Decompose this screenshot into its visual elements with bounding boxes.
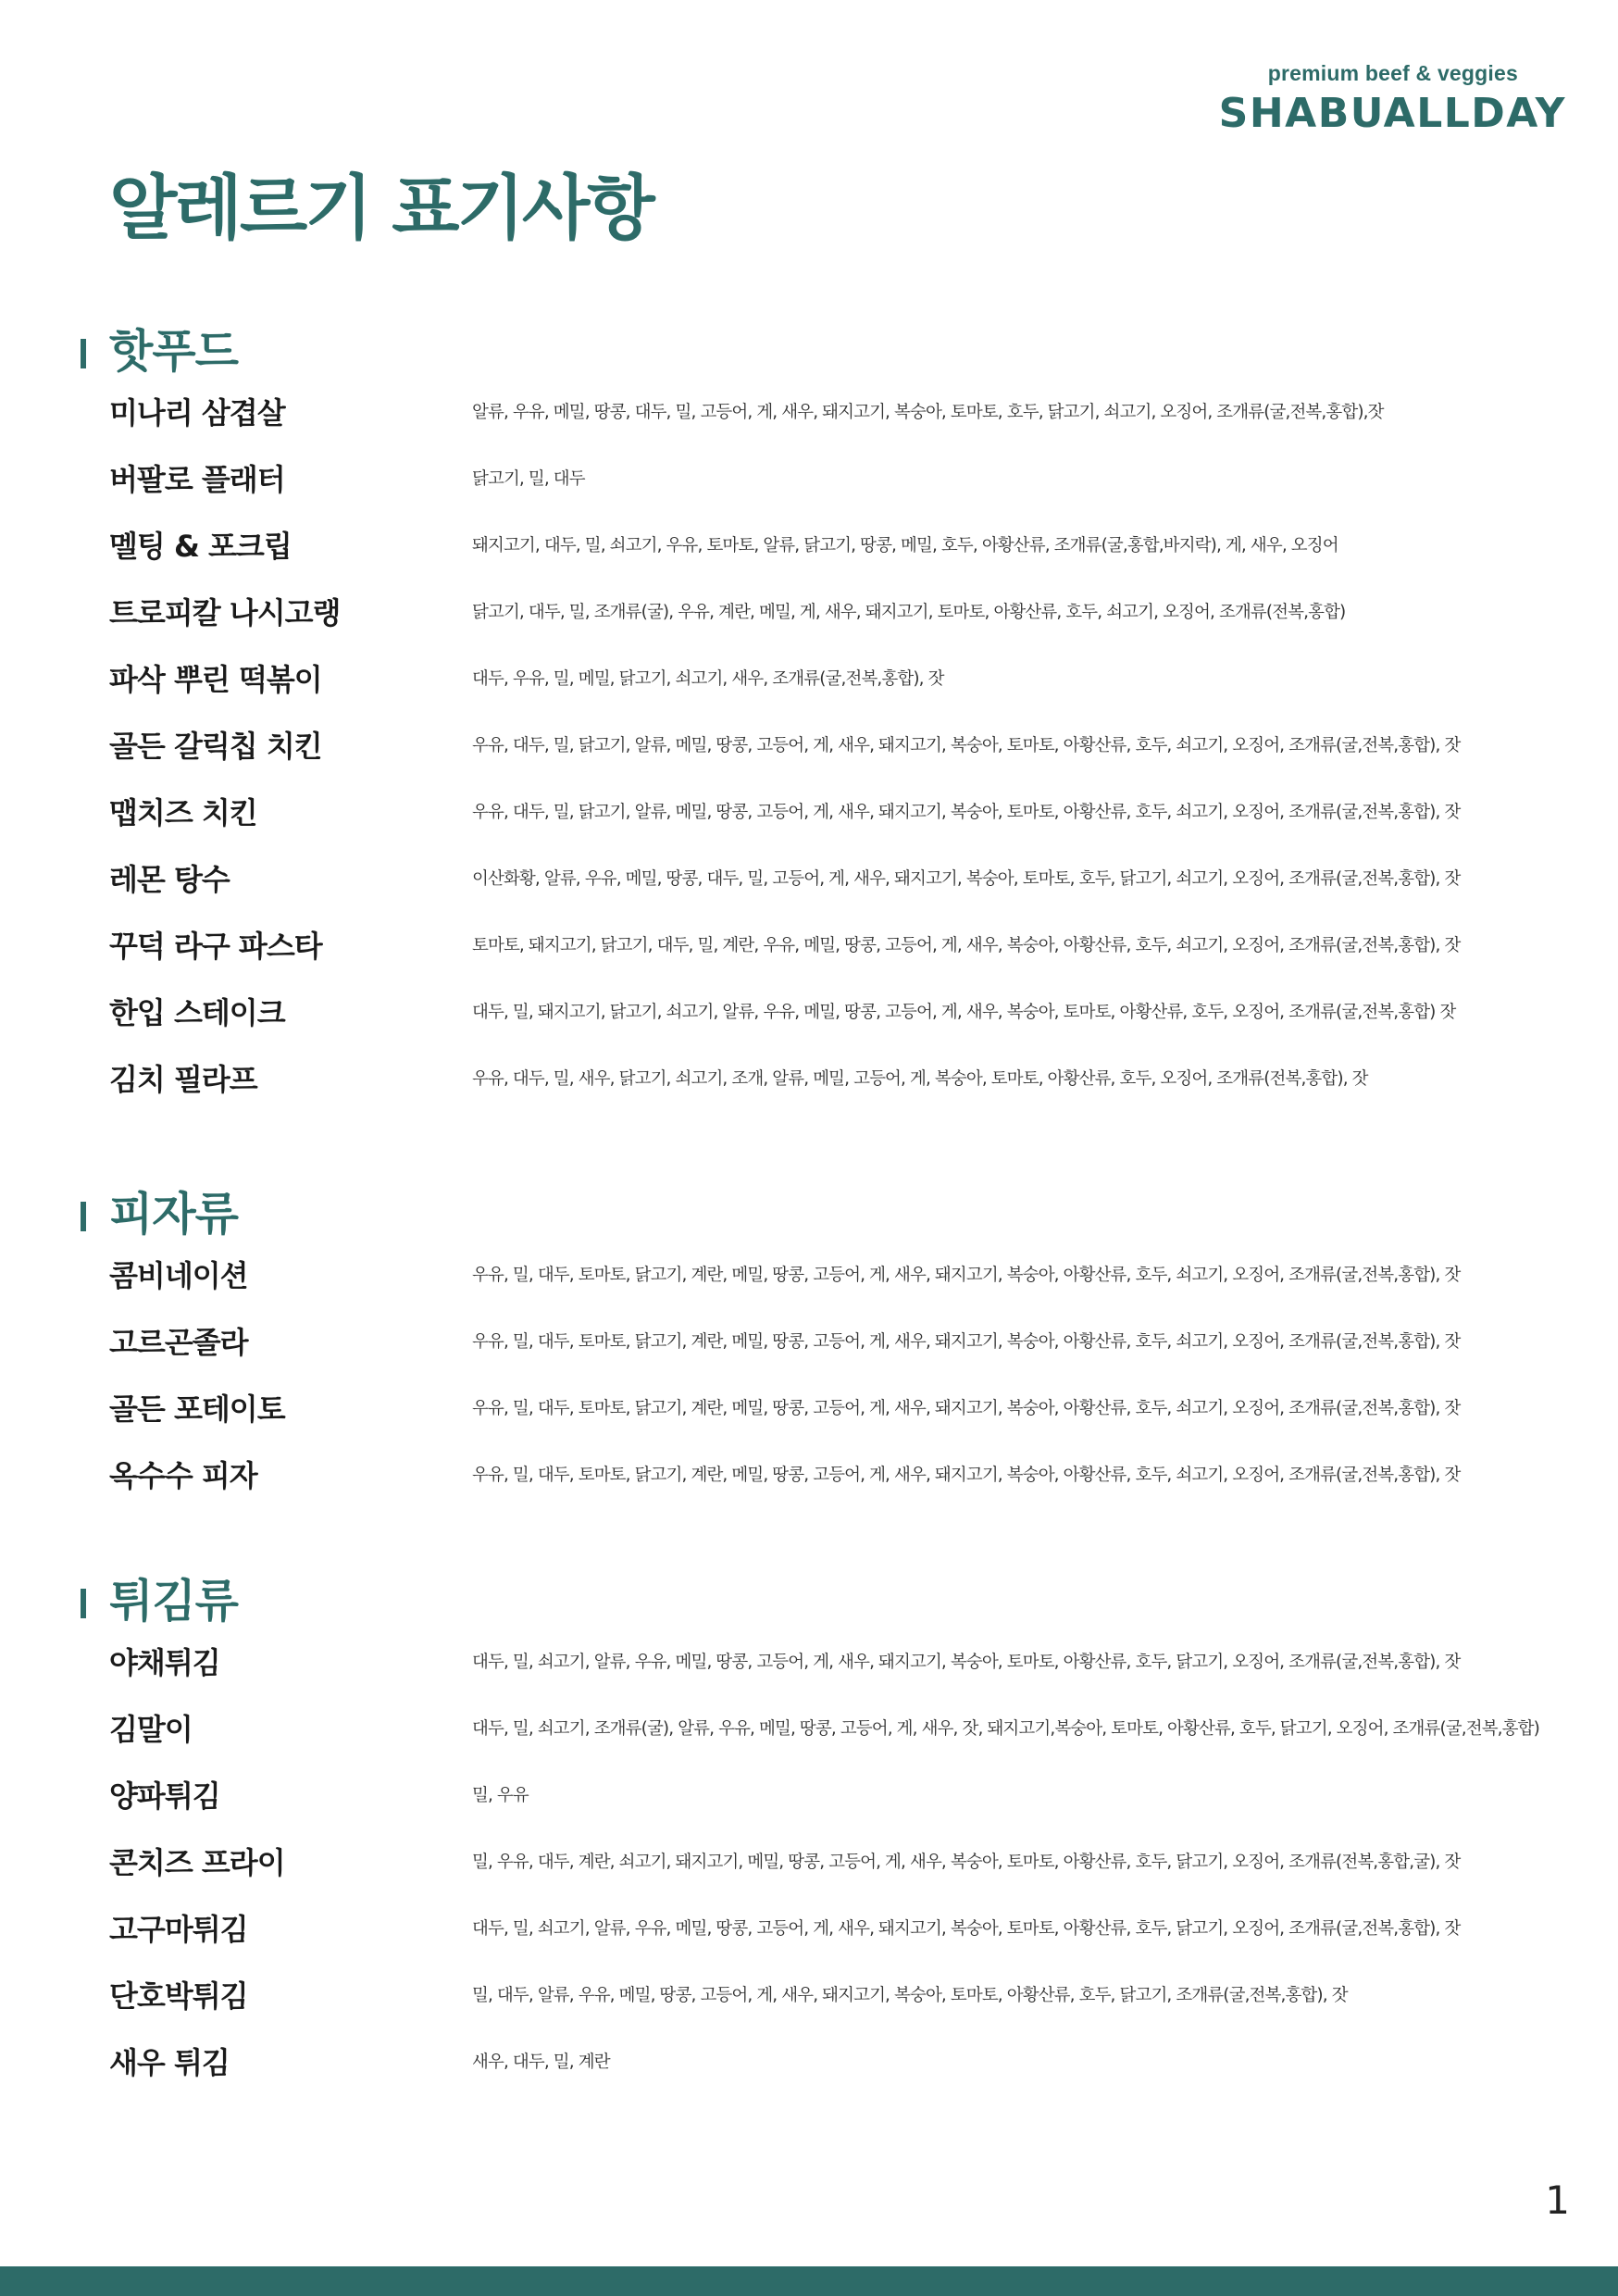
menu-item-name: 김말이: [109, 1712, 193, 1747]
menu-item-row: [0, 1761, 1618, 1828]
menu-item-allergens: 우유, 밀, 대두, 토마토, 닭고기, 계란, 메밀, 땅콩, 고등어, 게, 새우, 돼지고기, 복숭아, 아황산류, 호두, 쇠고기, 오징어, 조개류(굴,전복,홍합), 잣: [472, 1332, 1461, 1352]
section-title: 튀김류: [109, 1575, 239, 1628]
menu-item-allergens: 밀, 대두, 알류, 우유, 메밀, 땅콩, 고등어, 게, 새우, 돼지고기, 복숭아, 토마토, 아황산류, 호두, 닭고기, 조개류(굴,전복,홍합), 잣: [472, 1986, 1348, 2005]
menu-item-row: [0, 911, 1618, 978]
menu-item-allergens: 대두, 밀, 쇠고기, 조개류(굴), 알류, 우유, 메밀, 땅콩, 고등어, 게, 새우, 잣, 돼지고기,복숭아, 토마토, 아황산류, 호두, 닭고기, 오징어, 조개류(굴,전복,홍합): [472, 1719, 1539, 1739]
menu-item-allergens: 우유, 밀, 대두, 토마토, 닭고기, 계란, 메밀, 땅콩, 고등어, 게, 새우, 돼지고기, 복숭아, 아황산류, 호두, 쇠고기, 오징어, 조개류(굴,전복,홍합), 잣: [472, 1266, 1461, 1285]
menu-item-allergens: 우유, 밀, 대두, 토마토, 닭고기, 계란, 메밀, 땅콩, 고등어, 게, 새우, 돼지고기, 복숭아, 아황산류, 호두, 쇠고기, 오징어, 조개류(굴,전복,홍합), 잣: [472, 1466, 1461, 1485]
menu-item-allergens: 닭고기, 밀, 대두: [472, 469, 585, 489]
menu-item-name: 골든 포테이토: [109, 1391, 285, 1427]
page-title: 알레르기 표기사항: [109, 167, 653, 249]
menu-item-name: 미나리 삼겹살: [109, 395, 285, 430]
menu-item-allergens: 이산화황, 알류, 우유, 메밀, 땅콩, 대두, 밀, 고등어, 게, 새우, 돼지고기, 복숭아, 토마토, 호두, 닭고기, 쇠고기, 오징어, 조개류(굴,전복,홍합), 잣: [472, 869, 1461, 889]
menu-item-row: [0, 1241, 1618, 1307]
menu-item-name: 골든 갈릭칩 치킨: [109, 729, 322, 764]
menu-item-row: [0, 778, 1618, 844]
menu-item-row: [0, 1894, 1618, 1961]
brand-logo: SHABUALLDAY: [1218, 90, 1566, 137]
menu-item-allergens: 토마토, 돼지고기, 닭고기, 대두, 밀, 계란, 우유, 메밀, 땅콩, 고등어, 게, 새우, 복숭아, 아황산류, 호두, 쇠고기, 오징어, 조개류(굴,전복,홍합), 잣: [472, 936, 1461, 955]
menu-item-allergens: 알류, 우유, 메밀, 땅콩, 대두, 밀, 고등어, 게, 새우, 돼지고기, 복숭아, 토마토, 호두, 닭고기, 쇠고기, 오징어, 조개류(굴,전복,홍합),잣: [472, 403, 1384, 422]
section-header: [0, 1576, 1618, 1628]
menu-item-allergens: 대두, 우유, 밀, 메밀, 닭고기, 쇠고기, 새우, 조개류(굴,전복,홍합), 잣: [472, 669, 944, 689]
menu-item-row: [0, 1044, 1618, 1111]
section-marker: [81, 1589, 86, 1618]
menu-item-allergens: 우유, 대두, 밀, 새우, 닭고기, 쇠고기, 조개, 알류, 메밀, 고등어, 게, 복숭아, 토마토, 아황산류, 호두, 오징어, 조개류(전복,홍합), 잣: [472, 1069, 1368, 1089]
menu-item-allergens: 대두, 밀, 쇠고기, 알류, 우유, 메밀, 땅콩, 고등어, 게, 새우, 돼지고기, 복숭아, 토마토, 아황산류, 호두, 닭고기, 오징어, 조개류(굴,전복,홍합), 잣: [472, 1653, 1461, 1672]
menu-item-name: 맵치즈 치킨: [109, 795, 257, 830]
menu-item-row: [0, 1441, 1618, 1507]
menu-item-row: [0, 1307, 1618, 1374]
footer-bar: [0, 2266, 1618, 2296]
menu-item-row: [0, 844, 1618, 911]
menu-item-allergens: 우유, 대두, 밀, 닭고기, 알류, 메밀, 땅콩, 고등어, 게, 새우, 돼지고기, 복숭아, 토마토, 아황산류, 호두, 쇠고기, 오징어, 조개류(굴,전복,홍합), 잣: [472, 803, 1461, 822]
menu-item-name: 김치 필라프: [109, 1062, 257, 1097]
menu-item-row: [0, 444, 1618, 511]
menu-item-row: [0, 378, 1618, 444]
menu-item-name: 고구마튀김: [109, 1912, 248, 1947]
section-marker: [81, 1202, 86, 1231]
menu-item-allergens: 우유, 밀, 대두, 토마토, 닭고기, 계란, 메밀, 땅콩, 고등어, 게, 새우, 돼지고기, 복숭아, 아황산류, 호두, 쇠고기, 오징어, 조개류(굴,전복,홍합), 잣: [472, 1399, 1461, 1418]
menu-item-name: 버팔로 플래터: [109, 462, 285, 497]
brand-header: [1219, 61, 1566, 137]
menu-item-allergens: 우유, 대두, 밀, 닭고기, 알류, 메밀, 땅콩, 고등어, 게, 새우, 돼지고기, 복숭아, 토마토, 아황산류, 호두, 쇠고기, 오징어, 조개류(굴,전복,홍합), 잣: [472, 736, 1461, 755]
menu-item-allergens: 밀, 우유: [472, 1786, 529, 1805]
menu-item-row: [0, 711, 1618, 778]
section-title: 핫푸드: [109, 325, 239, 378]
menu-item-row: [0, 1828, 1618, 1894]
menu-item-row: [0, 578, 1618, 644]
menu-item-name: 꾸덕 라구 파스타: [109, 929, 322, 964]
menu-item-row: [0, 1694, 1618, 1761]
menu-item-allergens: 대두, 밀, 쇠고기, 알류, 우유, 메밀, 땅콩, 고등어, 게, 새우, 돼지고기, 복숭아, 토마토, 아황산류, 호두, 닭고기, 오징어, 조개류(굴,전복,홍합), 잣: [472, 1919, 1461, 1939]
allergen-section: [0, 326, 1618, 1111]
menu-item-allergens: 대두, 밀, 돼지고기, 닭고기, 쇠고기, 알류, 우유, 메밀, 땅콩, 고등어, 게, 새우, 복숭아, 토마토, 아황산류, 호두, 오징어, 조개류(굴,전복,홍합) 잣: [472, 1003, 1456, 1022]
menu-item-name: 단호박튀김: [109, 1978, 248, 2014]
menu-item-allergens: 돼지고기, 대두, 밀, 쇠고기, 우유, 토마토, 알류, 닭고기, 땅콩, 메밀, 호두, 아황산류, 조개류(굴,홍합,바지락), 게, 새우, 오징어: [472, 536, 1338, 555]
section-marker: [81, 339, 86, 368]
allergen-section: [0, 1189, 1618, 1507]
menu-item-name: 한입 스테이크: [109, 995, 285, 1030]
menu-item-allergens: 새우, 대두, 밀, 계란: [472, 2053, 610, 2072]
menu-item-row: [0, 2028, 1618, 2094]
menu-item-row: [0, 1961, 1618, 2028]
page-number: 1: [1545, 2177, 1570, 2223]
allergen-section: [0, 1576, 1618, 2094]
menu-item-name: 야채튀김: [109, 1645, 220, 1680]
menu-item-name: 콘치즈 프라이: [109, 1845, 285, 1880]
menu-item-name: 콤비네이션: [109, 1258, 248, 1293]
menu-item-row: [0, 1374, 1618, 1441]
menu-item-name: 고르곤졸라: [109, 1325, 248, 1360]
menu-item-row: [0, 1628, 1618, 1694]
menu-item-name: 양파튀김: [109, 1778, 220, 1814]
menu-item-name: 트로피칼 나시고랭: [109, 595, 341, 630]
brand-tagline: premium beef & veggies: [1267, 61, 1518, 85]
section-header: [0, 326, 1618, 378]
menu-item-row: [0, 511, 1618, 578]
menu-item-name: 멜팅 & 포크립: [109, 529, 292, 564]
menu-item-row: [0, 644, 1618, 711]
menu-item-name: 파삭 뿌린 떡볶이: [109, 662, 322, 697]
menu-item-name: 레몬 탕수: [109, 862, 230, 897]
menu-item-name: 새우 튀김: [109, 2045, 230, 2080]
section-header: [0, 1189, 1618, 1241]
menu-item-name: 옥수수 피자: [109, 1458, 257, 1493]
menu-item-row: [0, 978, 1618, 1044]
menu-item-allergens: 밀, 우유, 대두, 계란, 쇠고기, 돼지고기, 메밀, 땅콩, 고등어, 게, 새우, 복숭아, 토마토, 아황산류, 호두, 닭고기, 오징어, 조개류(전복,홍합,굴), 잣: [472, 1853, 1461, 1872]
section-title: 피자류: [109, 1188, 239, 1241]
menu-item-allergens: 닭고기, 대두, 밀, 조개류(굴), 우유, 계란, 메밀, 게, 새우, 돼지고기, 토마토, 아황산류, 호두, 쇠고기, 오징어, 조개류(전복,홍합): [472, 603, 1346, 622]
